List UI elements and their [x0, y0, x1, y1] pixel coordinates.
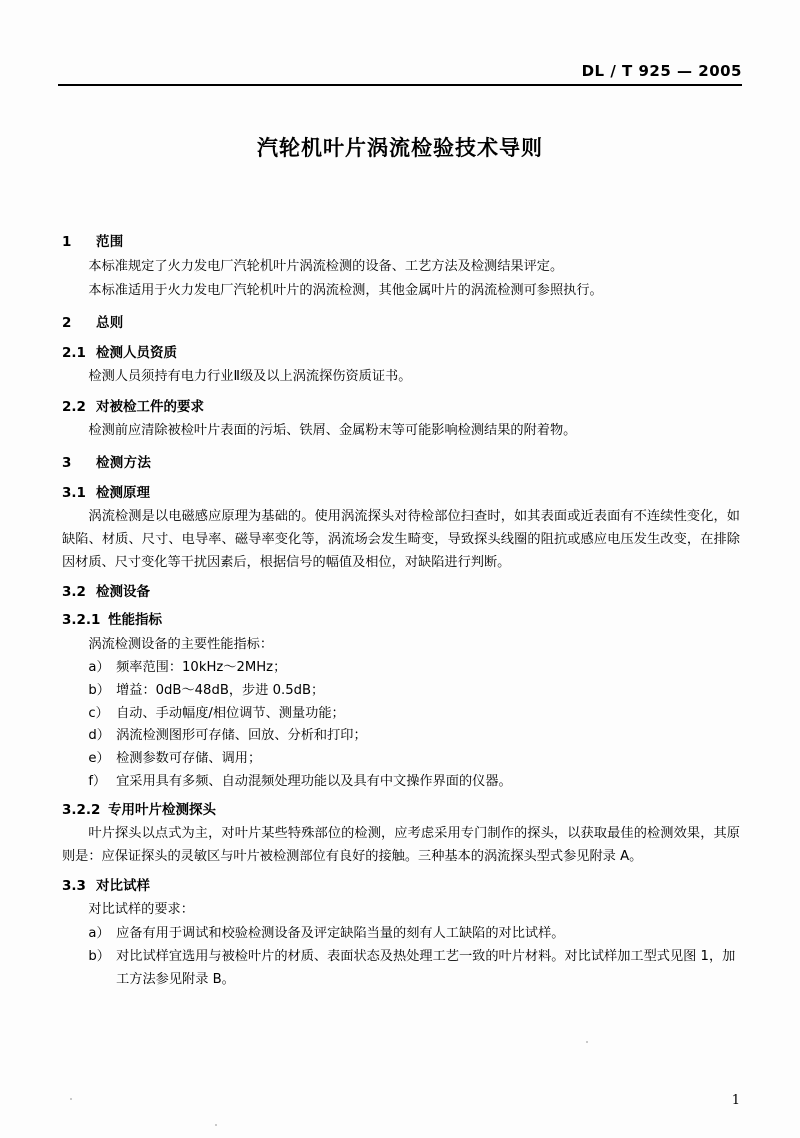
list-item-label: a）: [88, 660, 110, 676]
list-item: [88, 680, 740, 703]
section-number: 1: [62, 234, 72, 250]
list-item-label: d）: [88, 728, 110, 744]
list-item: [88, 657, 740, 680]
standard-code: DL / T 925 — 2005: [581, 62, 742, 80]
section-number: 3.2: [62, 584, 86, 601]
section-heading-2: [62, 312, 740, 335]
section-title: 性能指标: [108, 612, 162, 629]
paragraph: 涡流检测是以电磁感应原理为基础的。使用涡流探头对待检部位扫查时，如其表面或近表面有不连续性变化，如缺陷、材质、尺寸、电导率、磁导率变化等，涡流场会发生畸变，导致探头线圈的阻抗或感应电压发生改变，在排除因材质、尺寸变化等干扰因素后，根据信号的幅值及相位，对缺陷进行判断。: [62, 509, 740, 570]
list-item: [88, 946, 740, 991]
list-item-label: f）: [88, 773, 107, 789]
section-heading-3: [62, 452, 740, 475]
section-number: 3: [62, 454, 72, 471]
list-item-label: e）: [88, 751, 110, 767]
list-item-text: 涡流检测图形可存储、回放、分析和打印；: [116, 728, 367, 744]
section-number: 2.1: [62, 344, 86, 361]
list-item-text: 宜采用具有多频、自动混频处理功能以及具有中文操作界面的仪器。: [116, 773, 512, 789]
list-item-label: b）: [88, 948, 110, 964]
list-item-text: 频率范围：10kHz～2MHz；: [116, 660, 287, 676]
list-item-text: 检测参数可存储、调用；: [116, 751, 262, 767]
list-item-label: a）: [88, 926, 110, 942]
list-item: [88, 748, 740, 771]
section-number: 2.2: [62, 398, 86, 415]
list-item-text: 对比试样宜选用与被检叶片的材质、表面状态及热处理工艺一致的叶片材料。对比试样加工型式见图 1，加工方法参见附录 B。: [116, 948, 736, 987]
scan-speck: [586, 1041, 588, 1043]
section-title: 检测方法: [96, 454, 152, 471]
paragraph: 对比试样的要求：: [88, 902, 194, 918]
list-item-label: c）: [88, 705, 109, 721]
list-performance-indicators: [62, 657, 740, 793]
section-heading-3-1: [62, 482, 740, 505]
page-title: 汽轮机叶片涡流检验技术导则: [257, 136, 543, 160]
section-title: 总则: [96, 314, 124, 331]
section-heading-3-2: [62, 581, 740, 604]
paragraph: 叶片探头以点式为主，对叶片某些特殊部位的检测，应考虑采用专门制作的探头，以获取最佳的检测效果，其原则是：应保证探头的灵敏区与叶片被检测部位有良好的接触。三种基本的涡流探头型式参见附录 A。: [62, 825, 740, 864]
header-rule: [58, 84, 742, 86]
section-number: 3.3: [62, 878, 86, 895]
section-heading-3-2-1: [62, 609, 740, 632]
section-title: 检测人员资质: [96, 344, 177, 361]
page-number: 1: [731, 1093, 740, 1108]
list-item: [88, 703, 740, 726]
section-title: 专用叶片检测探头: [108, 801, 216, 818]
list-item: [88, 771, 740, 794]
paragraph: 本标准规定了火力发电厂汽轮机叶片涡流检测的设备、工艺方法及检测结果评定。: [88, 259, 564, 275]
section-heading-2-1: [62, 342, 740, 365]
section-title: 检测原理: [96, 484, 150, 501]
section-number: 2: [62, 314, 72, 331]
scan-speck: [215, 1124, 217, 1126]
section-title: 范围: [96, 234, 124, 250]
paragraph: 检测前应清除被检叶片表面的污垢、铁屑、金属粉末等可能影响检测结果的附着物。: [88, 422, 577, 438]
list-item: [88, 923, 740, 946]
section-heading-2-2: [62, 396, 740, 419]
section-title: 对被检工件的要求: [96, 398, 204, 415]
paragraph: 本标准适用于火力发电厂汽轮机叶片的涡流检测，其他金属叶片的涡流检测可参照执行。: [88, 282, 603, 298]
section-heading-3-2-2: [62, 799, 740, 822]
list-item-text: 应备有用于调试和校验检测设备及评定缺陷当量的刻有人工缺陷的对比试样。: [116, 926, 565, 942]
section-number: 3.1: [62, 484, 86, 501]
paragraph: 涡流检测设备的主要性能指标：: [88, 636, 274, 652]
section-heading-3-3: [62, 875, 740, 898]
section-number: 3.2.2: [62, 801, 101, 818]
section-heading-1: [62, 231, 740, 254]
list-item-label: b）: [88, 683, 110, 699]
scan-speck: [70, 1098, 72, 1100]
section-title: 检测设备: [96, 584, 150, 601]
section-number: 3.2.1: [62, 612, 101, 629]
list-item-text: 自动、手动幅度/相位调节、测量功能；: [116, 705, 345, 721]
document-body: [62, 222, 740, 991]
list-item: [88, 725, 740, 748]
paragraph: 检测人员须持有电力行业Ⅱ级及以上涡流探伤资质证书。: [88, 369, 412, 385]
section-title: 对比试样: [96, 878, 150, 895]
list-reference-sample-requirements: [62, 923, 740, 991]
list-item-text: 增益：0dB～48dB，步进 0.5dB；: [116, 683, 325, 699]
